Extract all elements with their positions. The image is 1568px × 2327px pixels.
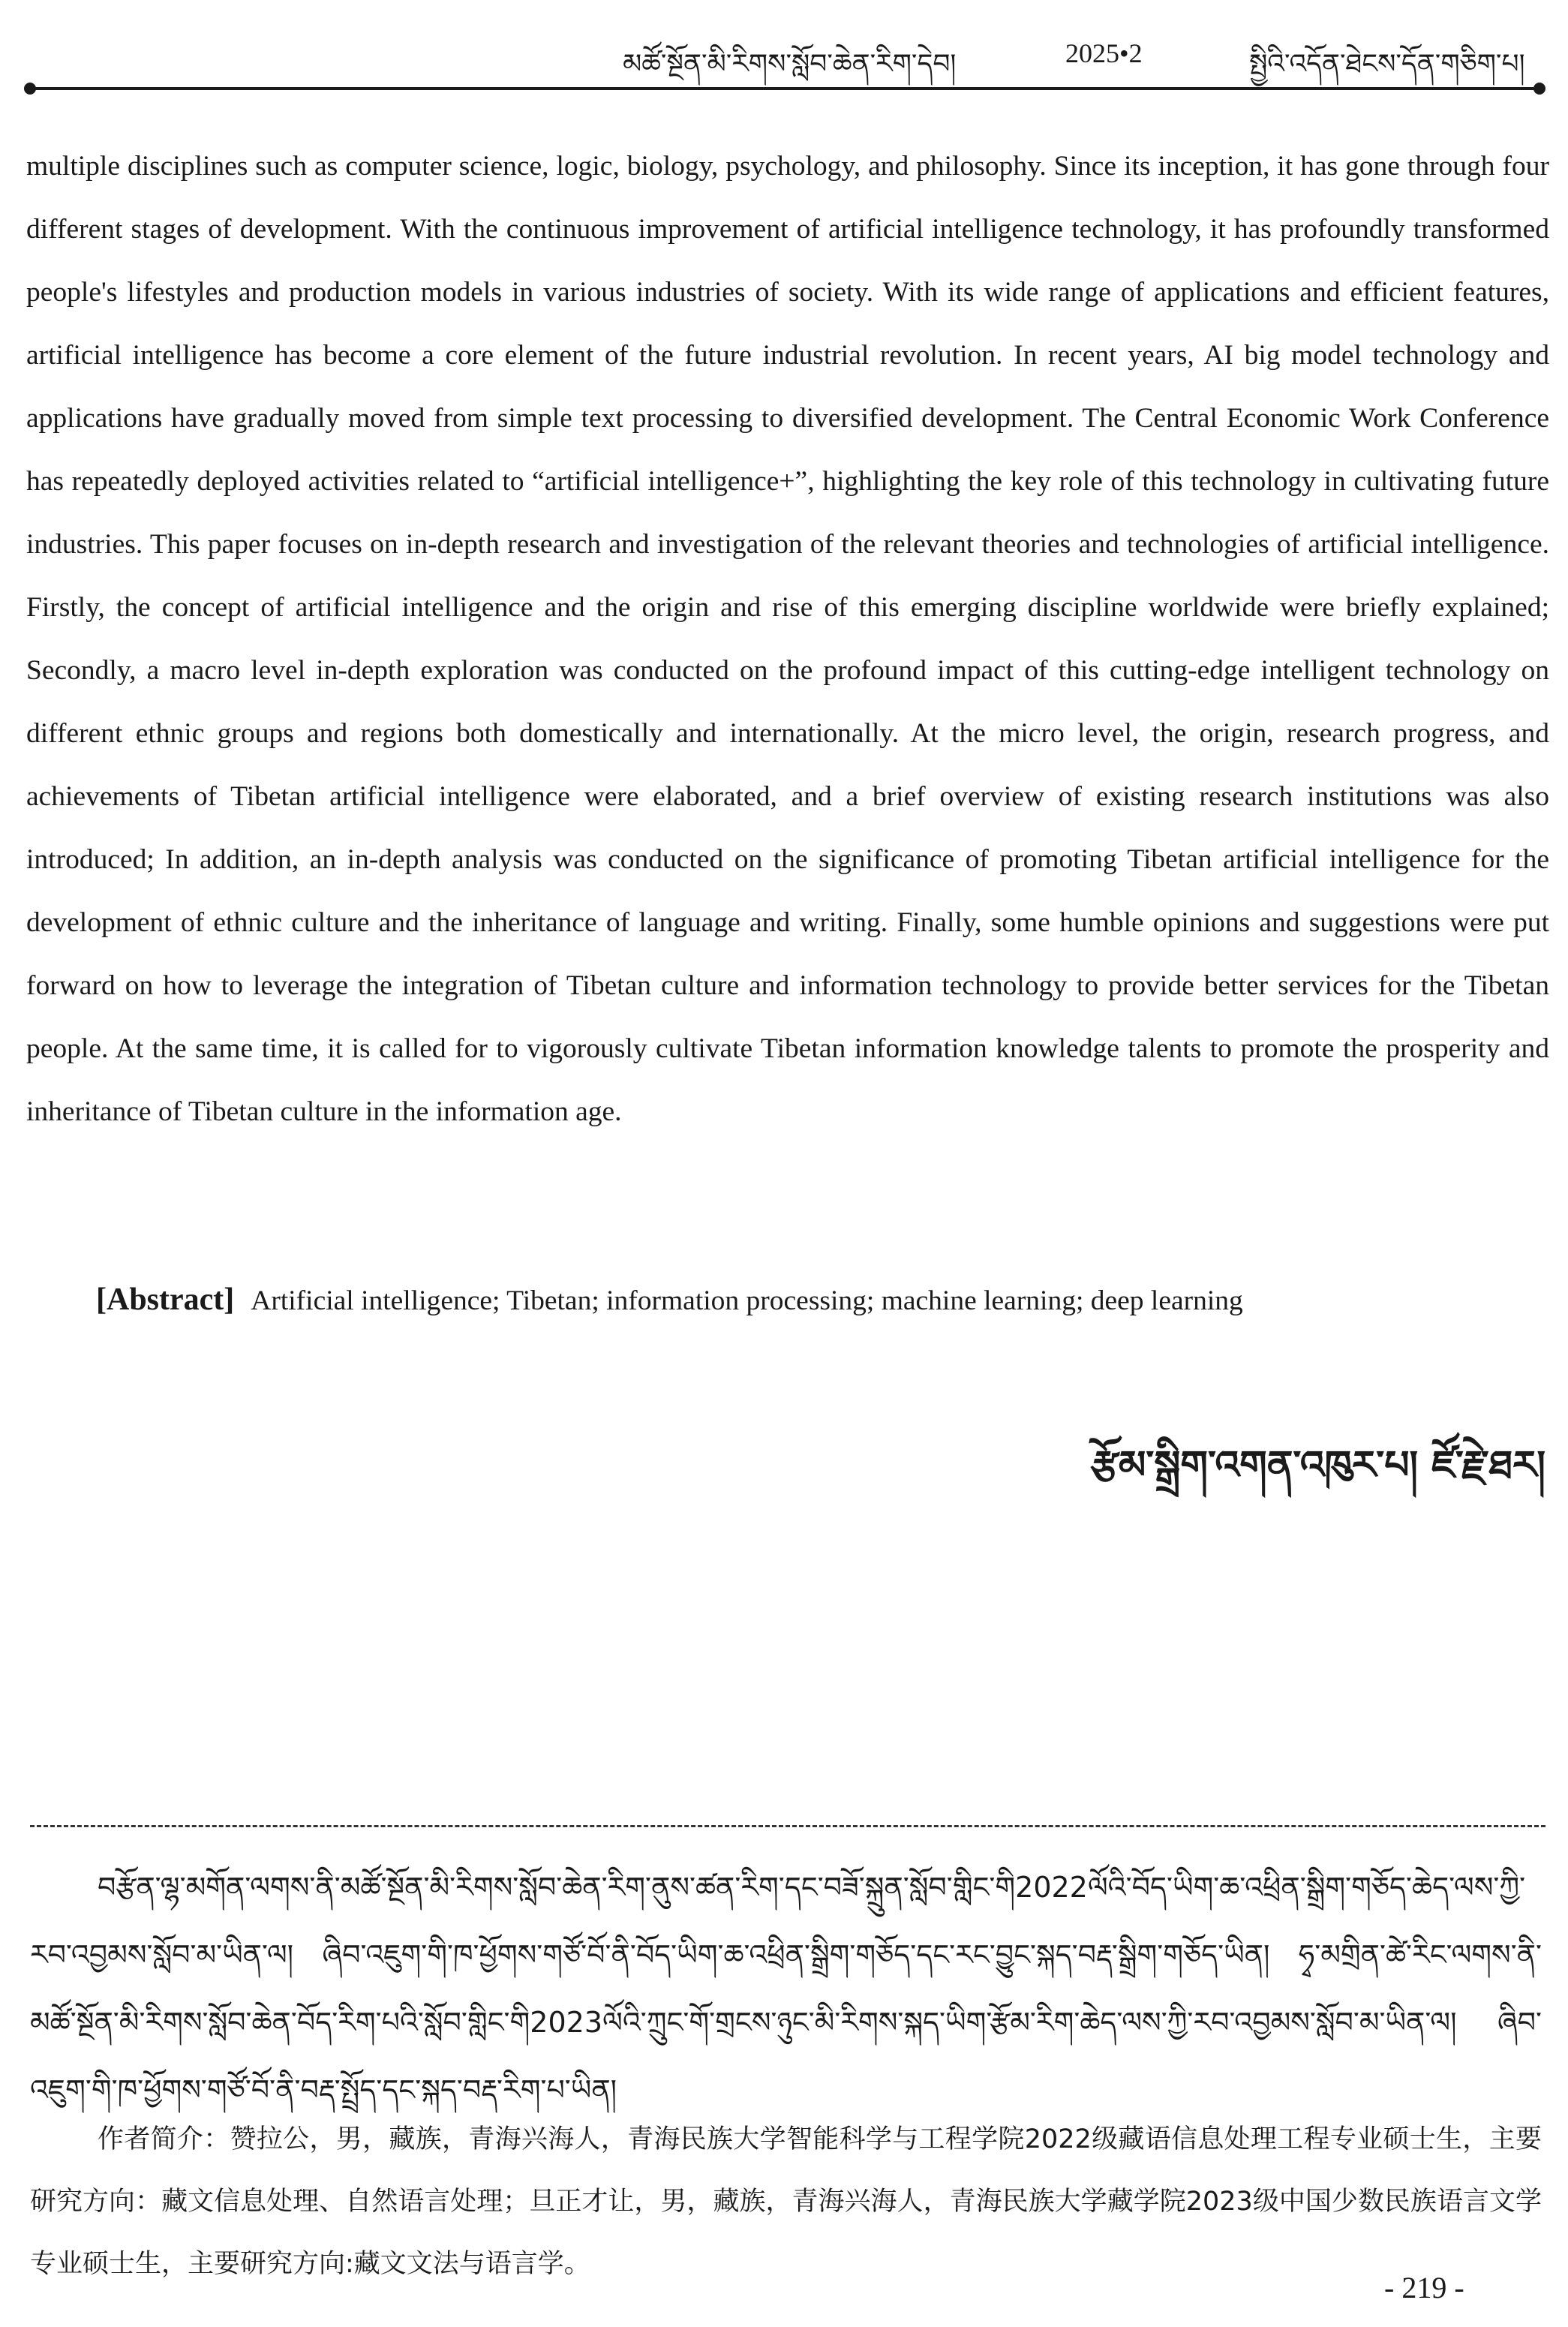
abstract-body: multiple disciplines such as computer science, logic, biology, psychology, and philosophy. Since its inception, it has gone through four different stages of development. With the continuous improvement of artificial intelligence technology, it has profoundly transformed people's lifestyles and production models in various industries of society. With its wide range of applications and efficient features, artificial intelligence has become a core element of the future industrial revolution. In recent years, AI big model technology and applications have gradually moved from simple text processing to diversified development. The Central Economic Work Conference has repeatedly deployed activities related to “artificial intelligence+”, highlighting the key role of this technology in cultivating future industries. This paper focuses on in-depth research and investigation of the relevant theories and technologies of artificial intelligence. Firstly, the concept of artificial intelligence and the origin and rise of this emerging discipline worldwide were briefly explained; Secondly, a macro level in-depth exploration was conducted on the profound impact of this cutting-edge intelligent technology on different ethnic groups and regions both domestically and internationally. At the micro level, the origin, research progress, and achievements of Tibetan artificial intelligence were elaborated, and a brief overview of existing research institutions was also introduced; In addition, an in-depth analysis was conducted on the significance of promoting Tibetan artificial intelligence for the development of ethnic culture and the inheritance of language and writing. Finally, some humble opinions and suggestions were put forward on how to leverage the integration of Tibetan culture and information technology to provide better services for the Tibetan people. At the same time, it is called for to vigorously cultivate Tibetan information knowledge talents to promote the prosperity and inheritance of Tibetan culture in the information age. bbox=[26, 151, 1549, 1127]
footnote-divider bbox=[30, 1825, 1545, 1827]
rule-dot-left bbox=[24, 83, 36, 95]
rule-dot-right bbox=[1533, 83, 1545, 95]
footnote-chinese: 作者简介：赞拉公，男，藏族，青海兴海人，青海民族大学智能科学与工程学院2022级藏语信息处理工程专业硕士生，主要研究方向：藏文信息处理、自然语言处理；旦正才让，男，藏族，青海兴海人，青海民族大学藏学院2023级中国少数民族语言文学专业硕士生，主要研究方向:藏文文法与语言学。 bbox=[30, 2124, 1542, 2279]
page-header bbox=[0, 0, 1568, 98]
keywords-text: Artificial intelligence; Tibetan; information processing; machine learning; deep learning bbox=[251, 1285, 1243, 1316]
page-number: - 219 - bbox=[1384, 2271, 1464, 2304]
keywords-label: [Abstract] bbox=[96, 1282, 235, 1317]
header-rule bbox=[30, 87, 1539, 90]
footnote-tibetan: བརྩོན་ལྷ་མགོན་ལགས་ནི་མཚོ་སྔོན་མི་རིགས་སློབ་ཆེན་རིག་ནུས་ཚན་རིག་དང་བཟོ་སྐྲུན་སློབ་གླིང་གི2022ལོའི་བོད་ཡིག་ཆ་འཕྲིན་སྒྲིག་གཅོད་ཆེད་ལས་ཀྱི་རབ་འབྱམས་སློབ་མ་ཡིན་ལ། ཞིབ་འཇུག་གི་ཁ་ཕྱོགས་གཙོ་བོ་ནི་བོད་ཡིག་ཆ་འཕྲིན་སྒྲིག་གཅོད་དང་རང་བྱུང་སྐད་བརྡ་སྒྲིག་གཅོད་ཡིན། ཧྭ་མགྲིན་ཚེ་རིང་ལགས་ནི་མཚོ་སྔོན་མི་རིགས་སློབ་ཆེན་བོད་རིག་པའི་སློབ་གླིང་གི2023ལོའི་ཀྲུང་གོ་གྲངས་ཉུང་མི་རིགས་སྐད་ཡིག་རྩོམ་རིག་ཆེད་ལས་ཀྱི་རབ་འབྱམས་སློབ་མ་ཡིན་ལ། ཞིབ་འཇུག་གི་ཁ་ཕྱོགས་གཙོ་བོ་ནི་བརྡ་སྤྲོད་དང་སྐད་བརྡ་རིག་པ་ཡིན། bbox=[30, 1871, 1542, 2106]
keywords-line bbox=[96, 1268, 1544, 1333]
section-label: སྤྱིའི་འདོན་ཐེངས་དོན་གཅིག་པ། bbox=[1249, 49, 1525, 80]
journal-name: མཚོ་སྔོན་མི་རིགས་སློབ་ཆེན་རིག་དེབ། bbox=[623, 49, 957, 80]
issue-number: 2025•2 bbox=[1065, 38, 1143, 68]
section-title: རྩོམ་སྒྲིག་འགན་འཁུར་པ། ཛོ་རྗེ་ཐར། bbox=[1090, 1443, 1545, 1488]
